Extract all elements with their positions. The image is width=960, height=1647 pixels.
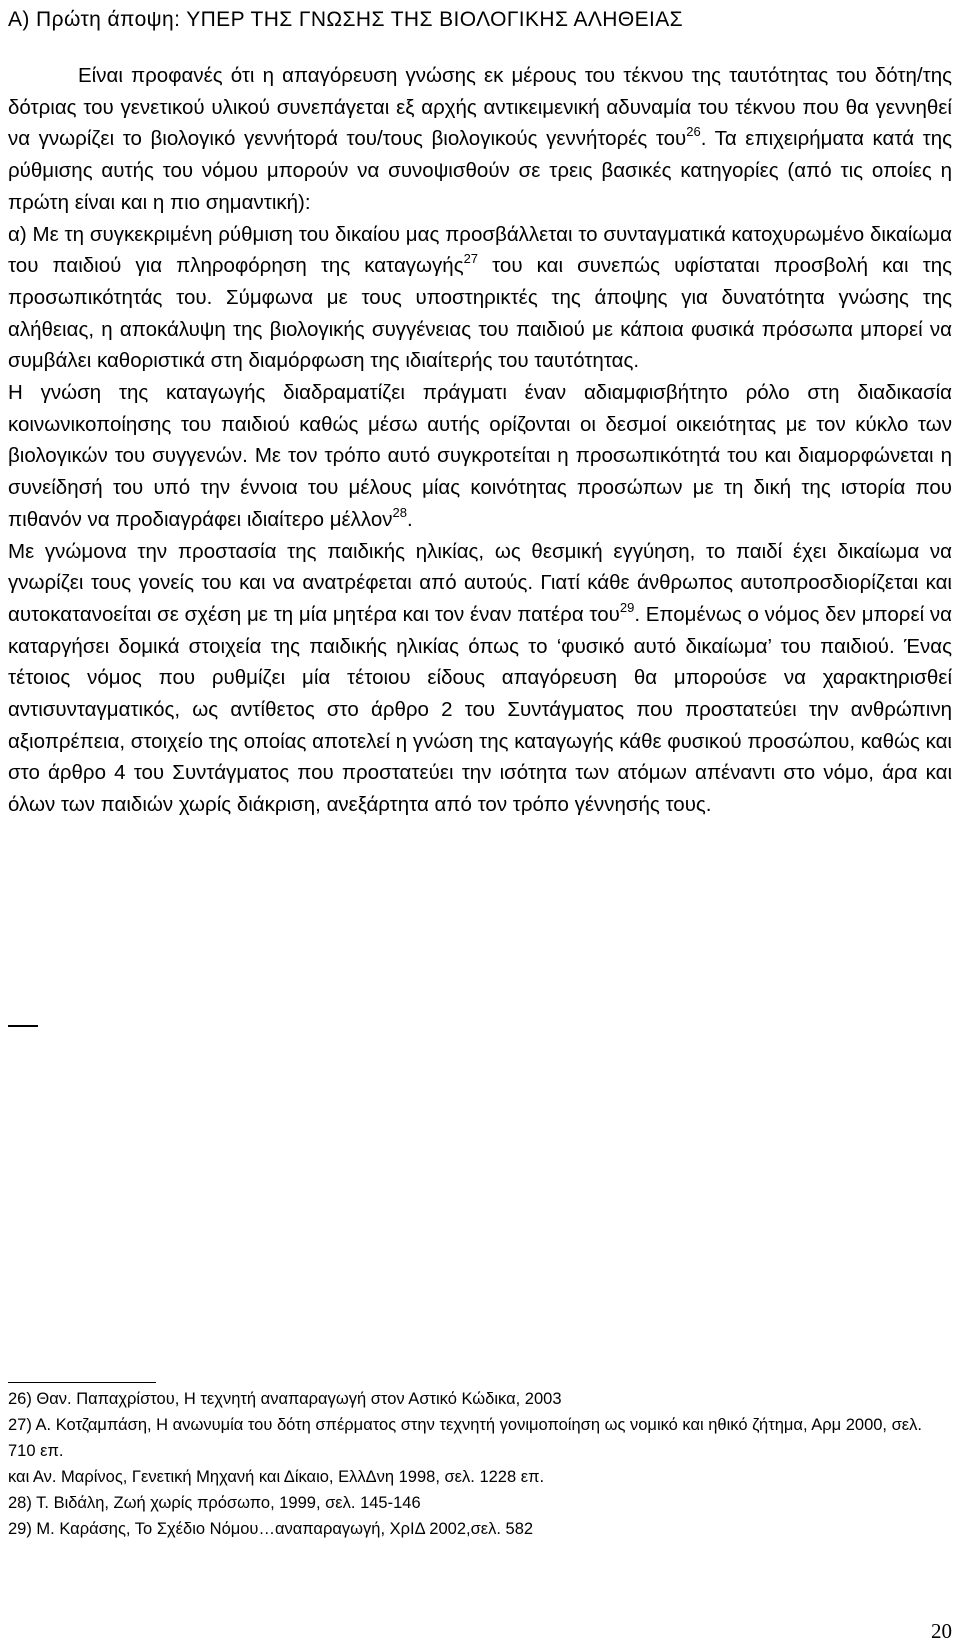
paragraph-2-text-a: α) Με τη συγκεκριμένη ρύθμιση του δικαίου μας προσβάλλεται το συνταγματικά κατοχυρωμένο δικαίωμα του παιδιού για πληροφόρηση της καταγωγής: [8, 222, 952, 278]
paragraph-1-text-a: Είναι προφανές ότι η απαγόρευση γνώσης εκ μέρους του τέκνου της ταυτότητας του δότη/της δότριας του γενετικού υλικού συνεπάγεται εξ αρχής αντικειμενική αδυναμία του τέκνου που θα γεννηθεί να γνωρίζει το βιολογικό γεννήτορά του/τους βιολογικούς γεννήτορές του: [8, 64, 952, 151]
footnote-26: 26) Θαν. Παπαχρίστου, Η τεχνητή αναπαραγωγή στον Αστικό Κώδικα, 2003: [8, 1390, 562, 1408]
section-heading: A) Πρώτη άποψη: ΥΠΕΡ ΤΗΣ ΓΝΩΣΗΣ ΤΗΣ ΒΙΟΛΟΓΙΚΗΣ ΑΛΗΘΕΙΑΣ: [8, 8, 684, 31]
footnotes: [8, 1386, 952, 1542]
footnote-28: 28) Τ. Βιδάλη, Ζωή χωρίς πρόσωπο, 1999, σελ. 145-146: [8, 1494, 421, 1512]
paragraph-4-text-a: Με γνώμονα την προστασία της παιδικής ηλικίας, ως θεσμική εγγύηση, το παιδί έχει δικαίωμα να γνωρίζει τους γονείς του και να ανατρέφεται από αυτούς. Γιατί κάθε άνθρωπος αυτοπροσδιορίζεται και αυτοκατανοείται σε σχέση με τη μία μητέρα και τον έναν πατέρα του: [8, 539, 952, 626]
footnote-ref-28: 28: [392, 504, 407, 520]
footnote-ref-26: 26: [686, 124, 701, 140]
paragraph-4-text-b: . Επομένως ο νόμος δεν μπορεί να καταργήσει δομικά στοιχεία της παιδικής ηλικίας όπως το ‘φυσικό αυτό δικαίωμα’ του παιδιού. Ένας τέτοιος νόμος που ρυθμίζει μία τέτοιου είδους απαγόρευση θα μπορούσε να χαρακτηρισθεί αντισυνταγματικός, ως αντίθετος στο άρθρο 2 του Συντάγματος που προστατεύει την ανθρώπινη αξιοπρέπεια, στοιχείο της οποίας αποτελεί η γνώση της καταγωγής κάθε φυσικού προσώπου, καθώς και στο άρθρο 4 του Συντάγματος που προστατεύει την ισότητα των ατόμων απέναντι στο νόμο, άρα και όλων των παιδιών χωρίς διάκριση, ανεξάρτητα από τον τρόπο γέννησής τους.: [8, 602, 952, 817]
footnote-27-continued: και Αν. Μαρίνος, Γενετική Μηχανή και Δίκαιο, ΕλλΔνη 1998, σελ. 1228 επ.: [8, 1468, 545, 1486]
body-text: [8, 60, 952, 821]
footnote-ref-27: 27: [463, 251, 479, 267]
paragraph-3: [8, 377, 952, 536]
footnote-29: 29) Μ. Καράσης, Το Σχέδιο Νόμου…αναπαραγωγή, ΧρΙΔ 2002,σελ. 582: [8, 1520, 534, 1538]
separator-dash: [8, 1025, 38, 1027]
paragraph-1-text-b: . Τα επιχειρήματα κατά της ρύθμισης αυτής του νόμου μπορούν να συνοψισθούν σε τρεις βασικές κατηγορίες (από τις οποίες η πρώτη είναι και η πιο σημαντική):: [8, 127, 953, 214]
paragraph-2-text-b: του και συνεπώς υφίσταται προσβολή και της προσωπικότητάς του. Σύμφωνα με τους υποστηρικτές της άποψης για δυνατότητα γνώσης της αλήθειας, η αποκάλυψη της βιολογικής συγγένειας του παιδιού με κάποια φυσικά πρόσωπα μπορεί να συμβάλει καθοριστικά στη διαμόρφωση της ιδιαίτερής του ταυτότητας.: [8, 254, 952, 373]
footnote-27: 27) Α. Κοτζαμπάση, Η ανωνυμία του δότη σπέρματος στην τεχνητή γονιμοποίηση ως νομικό και ηθικό ζήτημα, Αρμ 2000, σελ. 710 επ.: [8, 1416, 922, 1460]
paragraph-4: [8, 536, 952, 821]
paragraph-2: [8, 219, 952, 378]
page-number: 20: [931, 1619, 952, 1643]
footnote-separator: [8, 1382, 156, 1383]
paragraph-3-text-b: .: [407, 507, 413, 531]
paragraph-1: [8, 60, 952, 219]
paragraph-3-text-a: Η γνώση της καταγωγής διαδραματίζει πράγματι έναν αδιαμφισβήτητο ρόλο στη διαδικασία κοινωνικοποίησης του παιδιού καθώς μέσω αυτής ορίζονται οι δεσμοί οικειότητας με τον κύκλο των βιολογικών του συγγενών. Με τον τρόπο αυτό συγκροτείται η προσωπικότητά του και διαμορφώνεται η συνείδησή του υπό την έννοια του μέλους μίας κοινότητας προσώπων με τη δική της ιστορία που πιθανόν να προδιαγράφει ιδιαίτερο μέλλον: [8, 381, 952, 531]
footnote-ref-29: 29: [619, 599, 635, 615]
